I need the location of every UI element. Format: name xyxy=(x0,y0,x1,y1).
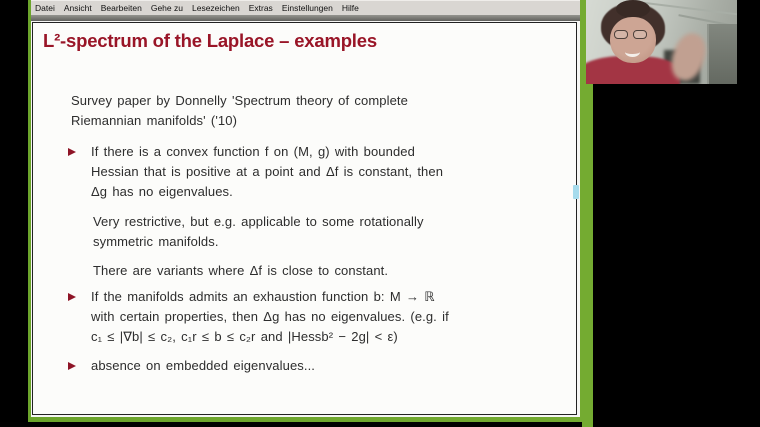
menu-item-lesezeichen[interactable]: Lesezeichen xyxy=(191,3,240,13)
bullet1-line: If there is a convex function f on (M, g) with bounded xyxy=(91,144,415,159)
bullet-triangle-icon xyxy=(68,362,76,370)
menu-item-extras[interactable]: Extras xyxy=(248,3,273,13)
webcam-person-glasses xyxy=(633,30,647,39)
webcam-person-glasses xyxy=(614,30,628,39)
slide-page xyxy=(32,22,577,415)
bullet-triangle-icon xyxy=(68,293,76,301)
intro-line: Survey paper by Donnelly 'Spectrum theory of complete xyxy=(71,93,408,108)
okular-window xyxy=(31,0,580,417)
menu-item-hilfe[interactable]: Hilfe xyxy=(341,3,359,13)
webcam-person-hair xyxy=(616,0,650,18)
letterbox-bottom xyxy=(0,422,582,427)
webcam-video xyxy=(586,0,737,84)
bullet-triangle-icon xyxy=(68,148,76,156)
menu-item-einstellungen[interactable]: Einstellungen xyxy=(281,3,333,13)
bullet1-line: Hessian that is positive at a point and Δf is constant, then xyxy=(91,164,444,179)
menu-bar xyxy=(31,0,580,15)
note-line: Very restrictive, but e.g. applicable to some rotationally xyxy=(93,214,424,229)
bullet2-line: c₁ ≤ |∇b| ≤ c₂, c₁r ≤ b ≤ c₂r and |Hessb² − 2g| < ε) xyxy=(91,329,398,344)
note-line: There are variants where Δf is close to constant. xyxy=(93,263,389,278)
note-line: symmetric manifolds. xyxy=(93,234,219,249)
bullet2-line: with certain properties, then Δg has no eigenvalues. (e.g. if xyxy=(91,309,449,324)
bullet3-line: absence on embedded eigenvalues... xyxy=(91,358,316,373)
slide-title: L²-spectrum of the Laplace – examples xyxy=(43,30,377,51)
slide-viewport xyxy=(31,21,580,417)
bullet1-line: Δg has no eigenvalues. xyxy=(91,184,233,199)
webcam-person-smile xyxy=(625,47,640,57)
bullet2-line: If the manifolds admits an exhaustion function b: M → ℝ xyxy=(91,289,435,304)
intro-line: Riemannian manifolds' ('10) xyxy=(71,113,238,128)
menu-item-datei[interactable]: Datei xyxy=(35,3,55,13)
letterbox-left xyxy=(0,0,28,427)
scroll-indicator[interactable] xyxy=(573,185,579,199)
webcam-door xyxy=(707,24,737,84)
menu-item-bearbeiten[interactable]: Bearbeiten xyxy=(100,3,142,13)
menu-item-gehe-zu[interactable]: Gehe zu xyxy=(150,3,183,13)
menu-item-ansicht[interactable]: Ansicht xyxy=(63,3,92,13)
